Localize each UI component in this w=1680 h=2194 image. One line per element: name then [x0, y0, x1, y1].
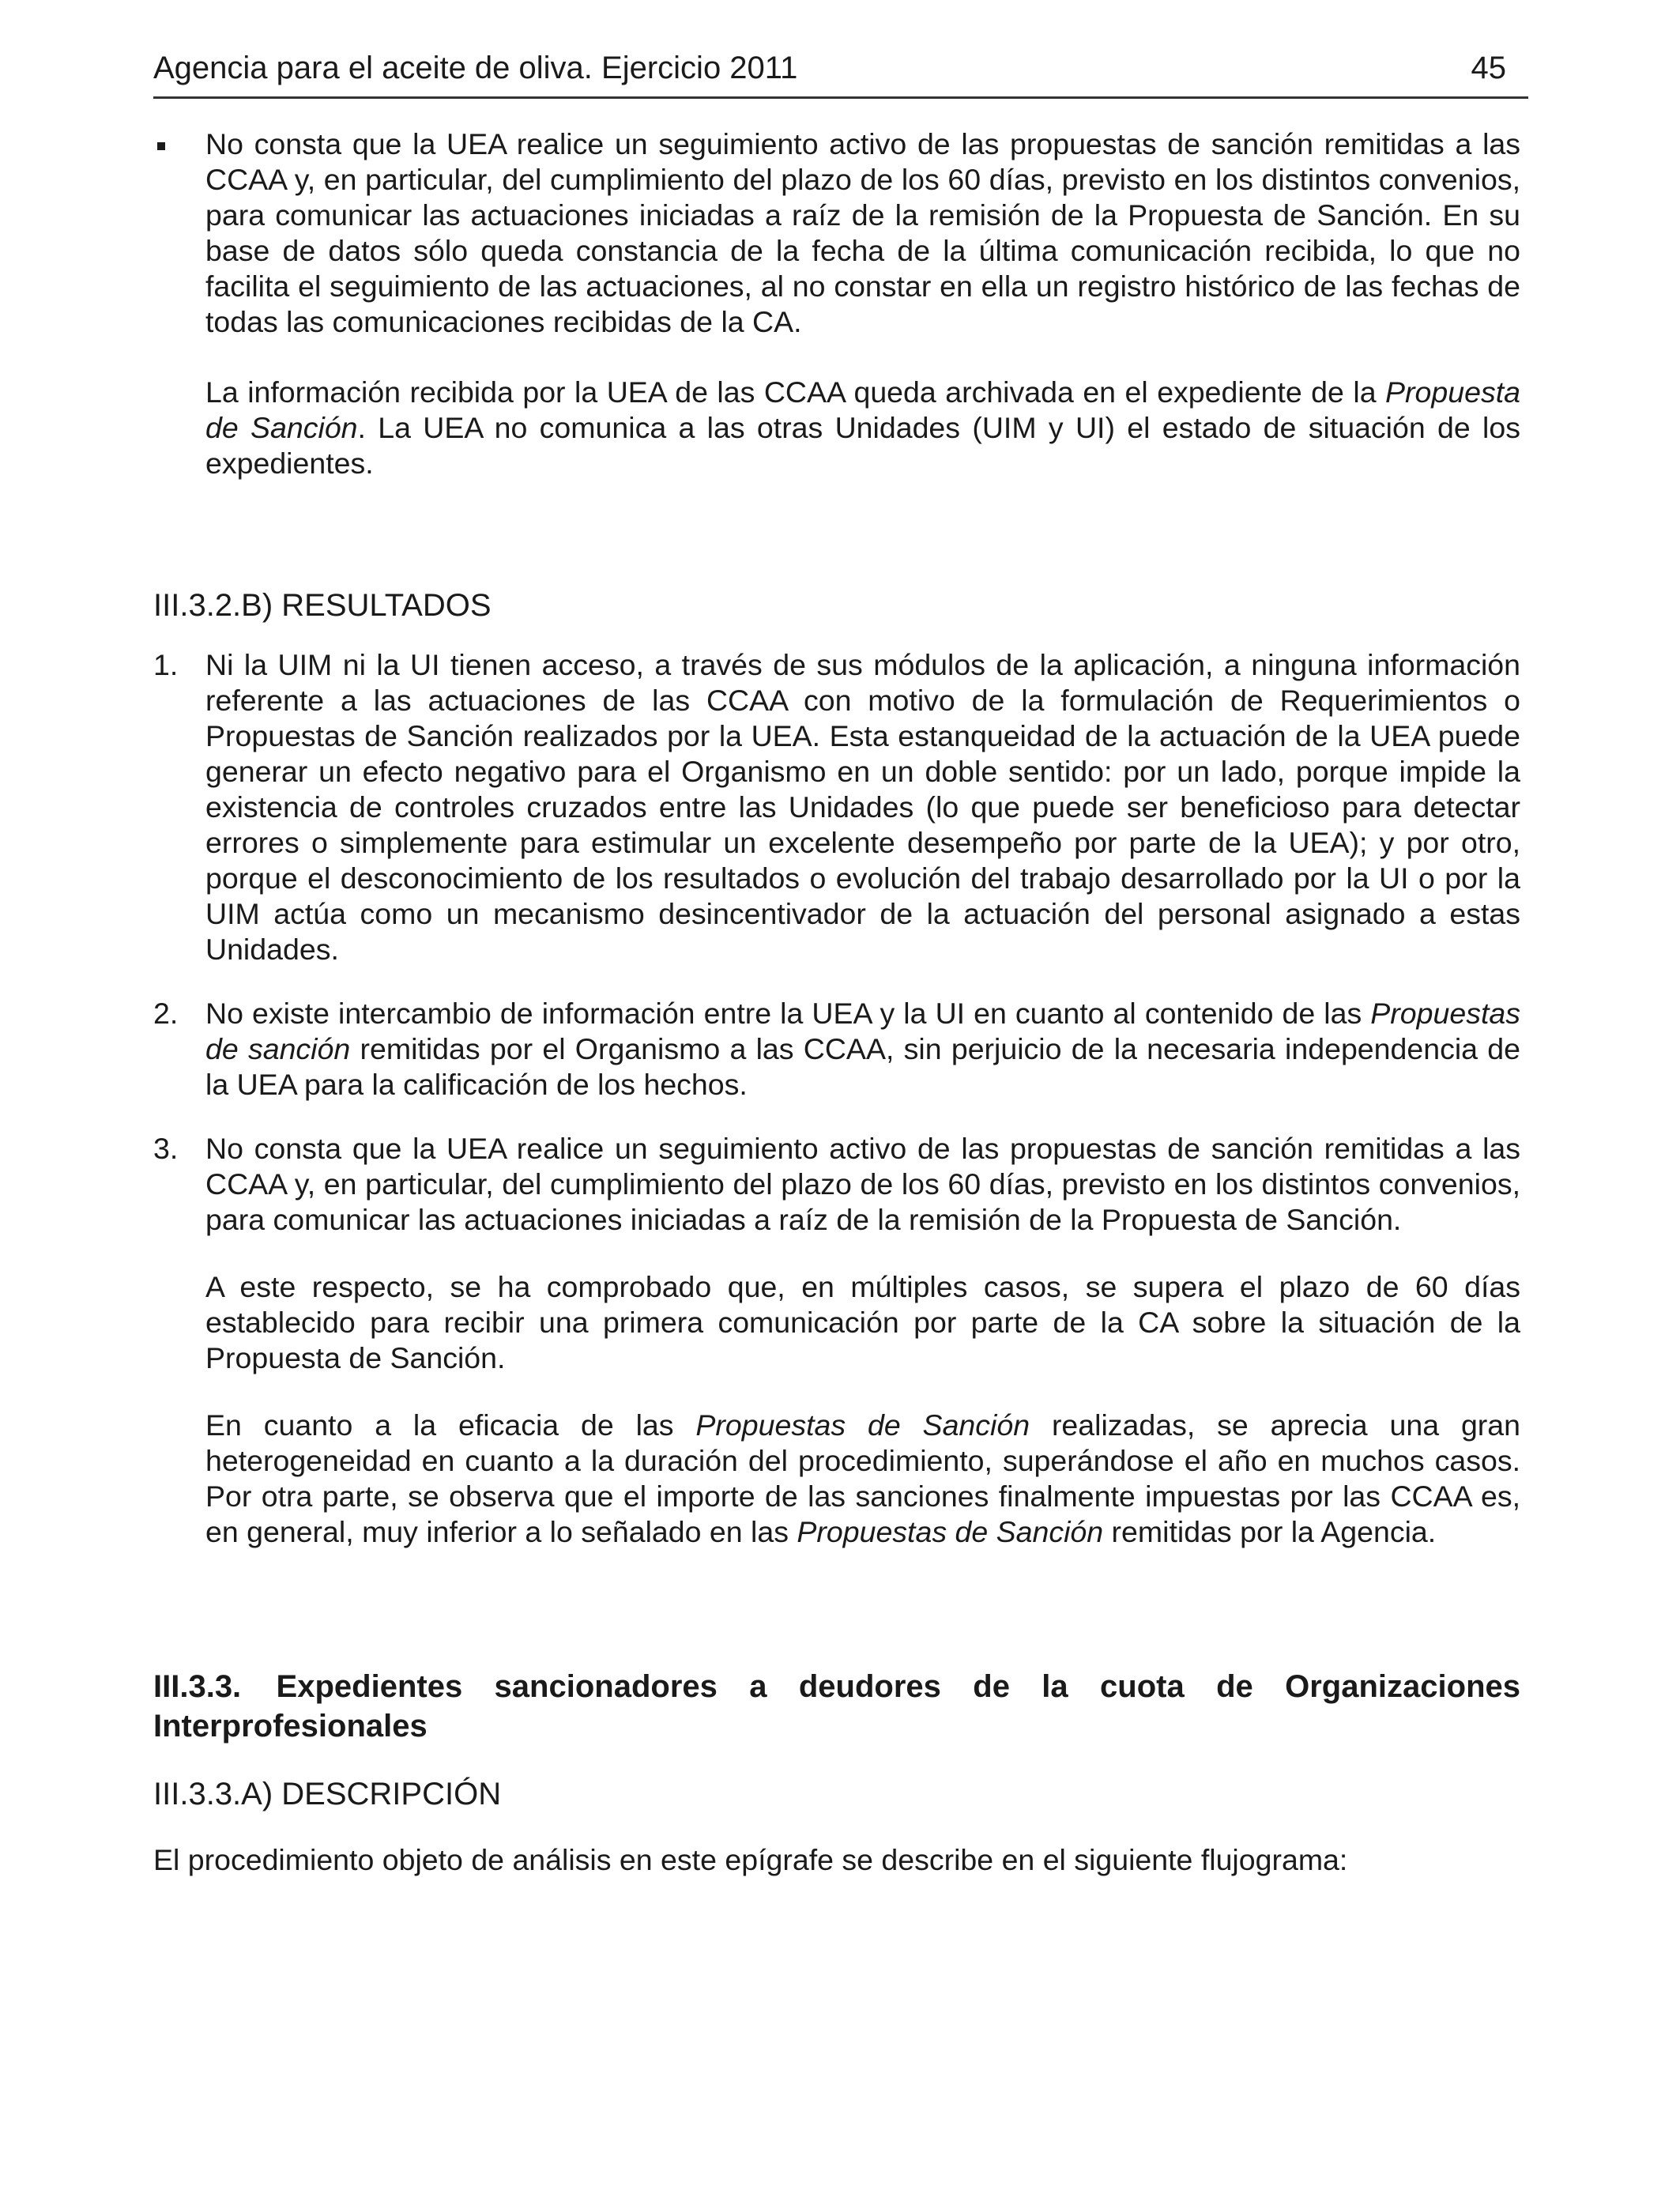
- text-run: realizadas, se aprecia una gran heterogeneidad en cuanto a la duración del procedimiento, superándose el año en muchos casos. Por otra parte, se observa que el importe de las sanciones finalmente impuestas por las CCAA es, en general, muy inferior a lo señalado en las: [205, 1408, 1520, 1548]
- item-1-text: Ni la UIM ni la UI tienen acceso, a través de sus módulos de la aplicación, a ninguna información referente a las actuaciones de las CCAA con motivo de la formulación de Requerimientos o Propuestas de Sanción realizados por la UEA. Esta estanqueidad de la actuación de la UEA puede generar un efecto negativo para el Organismo en un doble sentido: por un lado, porque impide la existencia de controles cruzados entre las Unidades (lo que puede ser beneficioso para detectar errores o simplemente para estimular un excelente desempeño por parte de la UEA); y por otro, porque el desconocimiento de los resultados o evolución del trabajo desarrollado por la UI o por la UIM actúa como un mecanismo desincentivador de la actuación del personal asignado a estas Unidades.: [205, 648, 1520, 966]
- item-2-text: [205, 996, 1520, 1103]
- item-3-paragraph-2: A este respecto, se ha comprobado que, en múltiples casos, se supera el plazo de 60 días establecido para recibir una primera comunicación por parte de la CA sobre la situación de la Propuesta de Sanción.: [205, 1270, 1520, 1374]
- document-body: [153, 126, 1520, 1878]
- text-run: La información recibida por la UEA de las CCAA queda archivada en el expediente de la: [205, 375, 1386, 409]
- italic-run: Propuestas de Sanción: [797, 1515, 1104, 1548]
- italic-run: Propuestas de Sanción: [695, 1408, 1030, 1442]
- page-header: [153, 47, 1528, 99]
- text-run: remitidas por el Organismo a las CCAA, sin perjuicio de la necesaria independencia de la UEA para la calificación de los hechos.: [205, 1032, 1520, 1101]
- header-title: Agencia para el aceite de oliva. Ejercicio 2011: [153, 51, 798, 85]
- item-3-text: No consta que la UEA realice un seguimiento activo de las propuestas de sanción remitidas a las CCAA y, en particular, del cumplimiento del plazo de los 60 días, previsto en los distintos convenios, para comunicar las actuaciones iniciadas a raíz de la remisión de la Propuesta de Sanción.: [205, 1132, 1520, 1236]
- bullet-paragraph-1: No consta que la UEA realice un seguimiento activo de las propuestas de sanción remitidas a las CCAA y, en particular, del cumplimiento del plazo de los 60 días, previsto en los distintos convenios, para comunicar las actuaciones iniciadas a raíz de la remisión de la Propuesta de Sanción. En su base de datos sólo queda constancia de la fecha de la última comunicación recibida, lo que no facilita el seguimiento de las actuaciones, al no constar en ella un registro histórico de las fechas de todas las comunicaciones recibidas de la CA.: [205, 127, 1520, 338]
- section-heading-results: III.3.2.B) RESULTADOS: [153, 588, 492, 623]
- text-run: En cuanto a la eficacia de las: [205, 1408, 696, 1442]
- italic-run: Propuesta de Sanción: [205, 375, 1520, 444]
- section-number: III.3.3.: [153, 1669, 242, 1704]
- text-run: No existe intercambio de información entre la UEA y la UI en cuanto al contenido de las: [205, 997, 1371, 1030]
- item-3-paragraph-3: [205, 1408, 1520, 1550]
- text-run: . La UEA no comunica a las otras Unidades (UIM y UI) el estado de situación de los expedientes.: [205, 411, 1520, 480]
- text-run: remitidas por la Agencia.: [1103, 1515, 1437, 1548]
- section-heading-333: [153, 1667, 1520, 1746]
- numbered-item-1: [153, 647, 1520, 967]
- item-number: 2.: [153, 997, 179, 1030]
- flowchart-intro: El procedimiento objeto de análisis en este epígrafe se describe en el siguiente flujograma:: [153, 1843, 1348, 1876]
- numbered-item-2: [153, 996, 1520, 1103]
- numbered-item-3: [153, 1131, 1520, 1550]
- italic-run: Propuestas de sanción: [205, 997, 1520, 1065]
- item-number: 1.: [153, 648, 179, 681]
- subsection-heading-description: III.3.3.A) DESCRIPCIÓN: [153, 1777, 502, 1811]
- bullet-item: [153, 126, 1520, 481]
- item-number: 3.: [153, 1132, 179, 1165]
- square-bullet-icon: [157, 142, 165, 150]
- section-title: Expedientes sancionadores a deudores de la cuota de Organizaciones Interprofesionales: [153, 1669, 1520, 1744]
- bullet-paragraph-2: [205, 375, 1520, 481]
- page-number: 45: [1471, 51, 1506, 85]
